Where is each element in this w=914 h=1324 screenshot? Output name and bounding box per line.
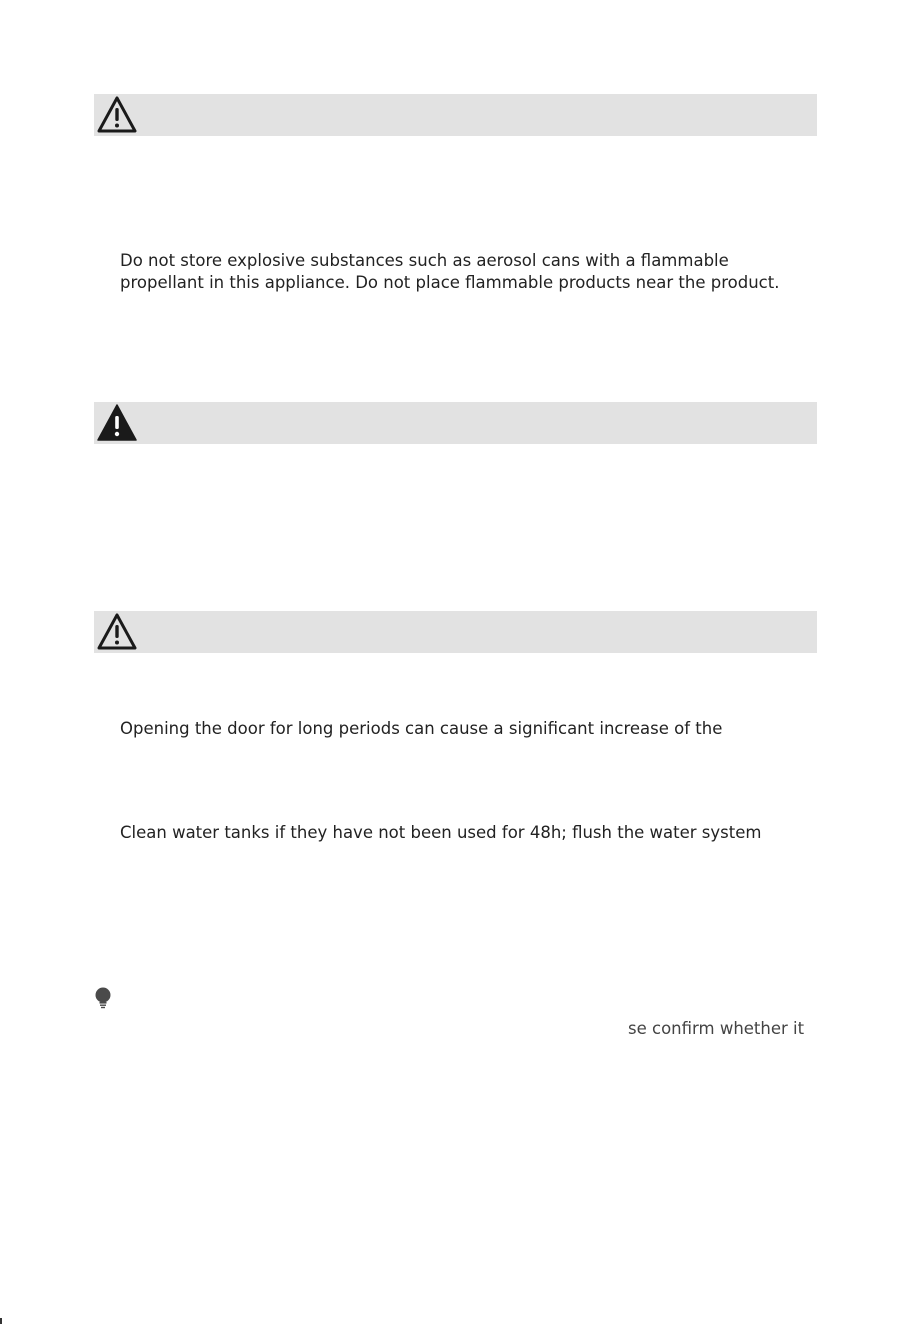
warning-header-bar-1 [94, 94, 817, 136]
paragraph-water-tanks [120, 822, 830, 844]
paragraph-flammable-storage [120, 250, 830, 294]
page-edge-mark [0, 1318, 2, 1324]
warning-header-bar-3 [94, 611, 817, 653]
lightbulb-icon [93, 987, 113, 1009]
warning-triangle-outline-icon [96, 95, 138, 135]
warning-header-bar-2 [94, 402, 817, 444]
paragraph-line: Clean water tanks if they have not been used for 48h; flush the water system [120, 823, 762, 842]
warning-triangle-filled-icon [96, 403, 138, 443]
paragraph-door-opening [120, 718, 830, 740]
paragraph-line: Opening the door for long periods can cause a significant increase of the [120, 719, 723, 738]
paragraph-line: propellant in this appliance. Do not place flammable products near the product. [120, 273, 780, 292]
warning-triangle-outline-icon [96, 612, 138, 652]
note-text-fragment: se confirm whether it [628, 1019, 805, 1038]
paragraph-line: Do not store explosive substances such as aerosol cans with a flammable [120, 251, 729, 270]
